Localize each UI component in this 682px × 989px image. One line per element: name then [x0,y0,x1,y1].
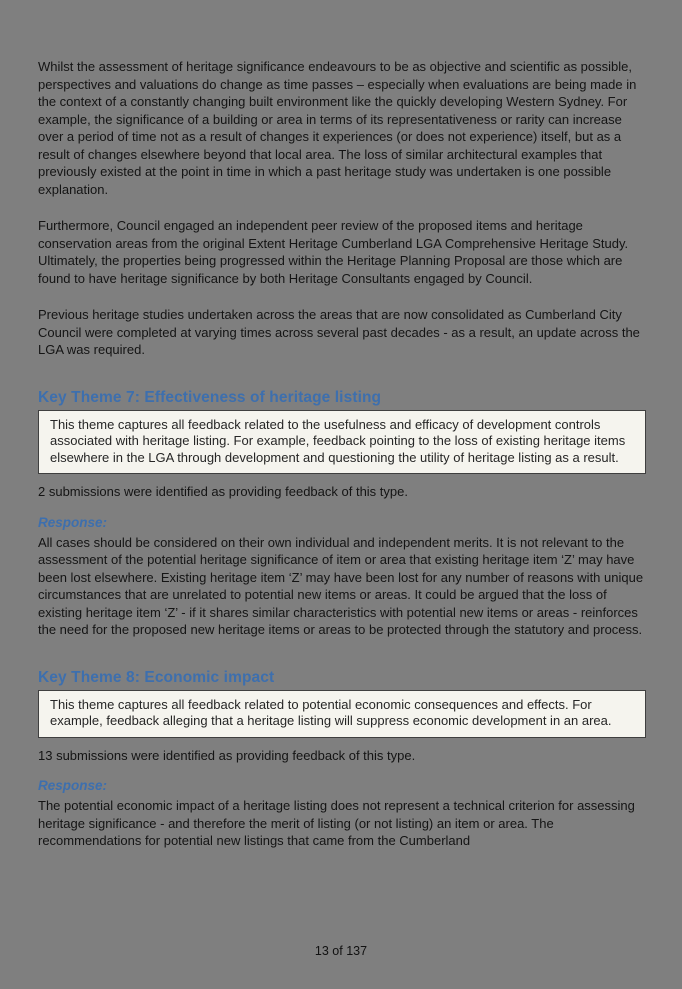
theme-description-box [38,690,646,738]
theme-description-text: This theme captures all feedback related to potential economic consequences and effects. For example, feedback alleging that a heritage listing will suppress economic development in an area. [50,696,612,728]
response-label: Response: [38,514,108,530]
response-paragraph: All cases should be considered on their own individual and independent merits. It is not relevant to the assessment of the potential heritage significance of item or area that existing heritage item ‘Z’ may have been lost elsewhere. Existing heritage item ‘Z’ may have been lost for any number of reasons with unique circumstances that are unrelated to potential new items or areas. It could be argued that the loss of existing heritage item ‘Z’ - if it shares similar characteristics with potential new items or areas - reinforces the need for the proposed new heritage items or areas to be protected through the statutory and process. [38,534,644,637]
submissions-count-line: 13 submissions were identified as providing feedback of this type. [38,747,416,763]
section-key-theme-7 [38,389,646,639]
intro-paragraph-3: Previous heritage studies undertaken across the areas that are now consolidated as Cumberland City Council were completed at varying times across several past decades - as a result, an update across the LGA was required. [38,307,640,357]
page-number: 13 of 137 [314,944,368,958]
intro-paragraph-1: Whilst the assessment of heritage significance endeavours to be as objective and scientific as possible, perspectives and valuations do change as time passes – especially when evaluations are being made in the context of a constantly changing built environment like the quickly developing Western Sydney. For example, the significance of a building or area in terms of its representativeness or rarity can increase over a period of time not as a result of changes it experiences (or does not experience) itself, but as a result of changes elsewhere beyond that local area. The loss of similar architectural examples that previously existed at the point in time in which a past heritage study was undertaken is one possible explanation. [38,59,637,197]
intro-paragraph-2: Furthermore, Council engaged an independent peer review of the proposed items and heritage conservation areas from the original Extent Heritage Cumberland LGA Comprehensive Heritage Study. Ultimately, the properties being progressed within the Heritage Planning Proposal are those which are found to have heritage significance by both Heritage Consultants engaged by Council. [38,218,629,286]
section-heading-key-theme-7: Key Theme 7: Effectiveness of heritage listing [38,388,382,406]
response-paragraph: The potential economic impact of a heritage listing does not represent a technical criterion for assessing heritage significance - and therefore the merit of listing (or not listing) an item or area. The recommendations for potential new listings that came from the Cumberland [38,798,635,848]
submissions-count-line: 2 submissions were identified as providing feedback of this type. [38,484,408,499]
section-key-theme-8 [38,669,646,850]
section-heading-key-theme-8: Key Theme 8: Economic impact [38,668,275,686]
theme-description-text: This theme captures all feedback related to the usefulness and efficacy of development controls associated with heritage listing. For example, feedback pointing to the loss of existing heritage items elsewhere in the LGA through development and questioning the utility of heritage listing as a result. [50,416,626,465]
response-label: Response: [38,778,108,793]
theme-description-box [38,410,646,475]
